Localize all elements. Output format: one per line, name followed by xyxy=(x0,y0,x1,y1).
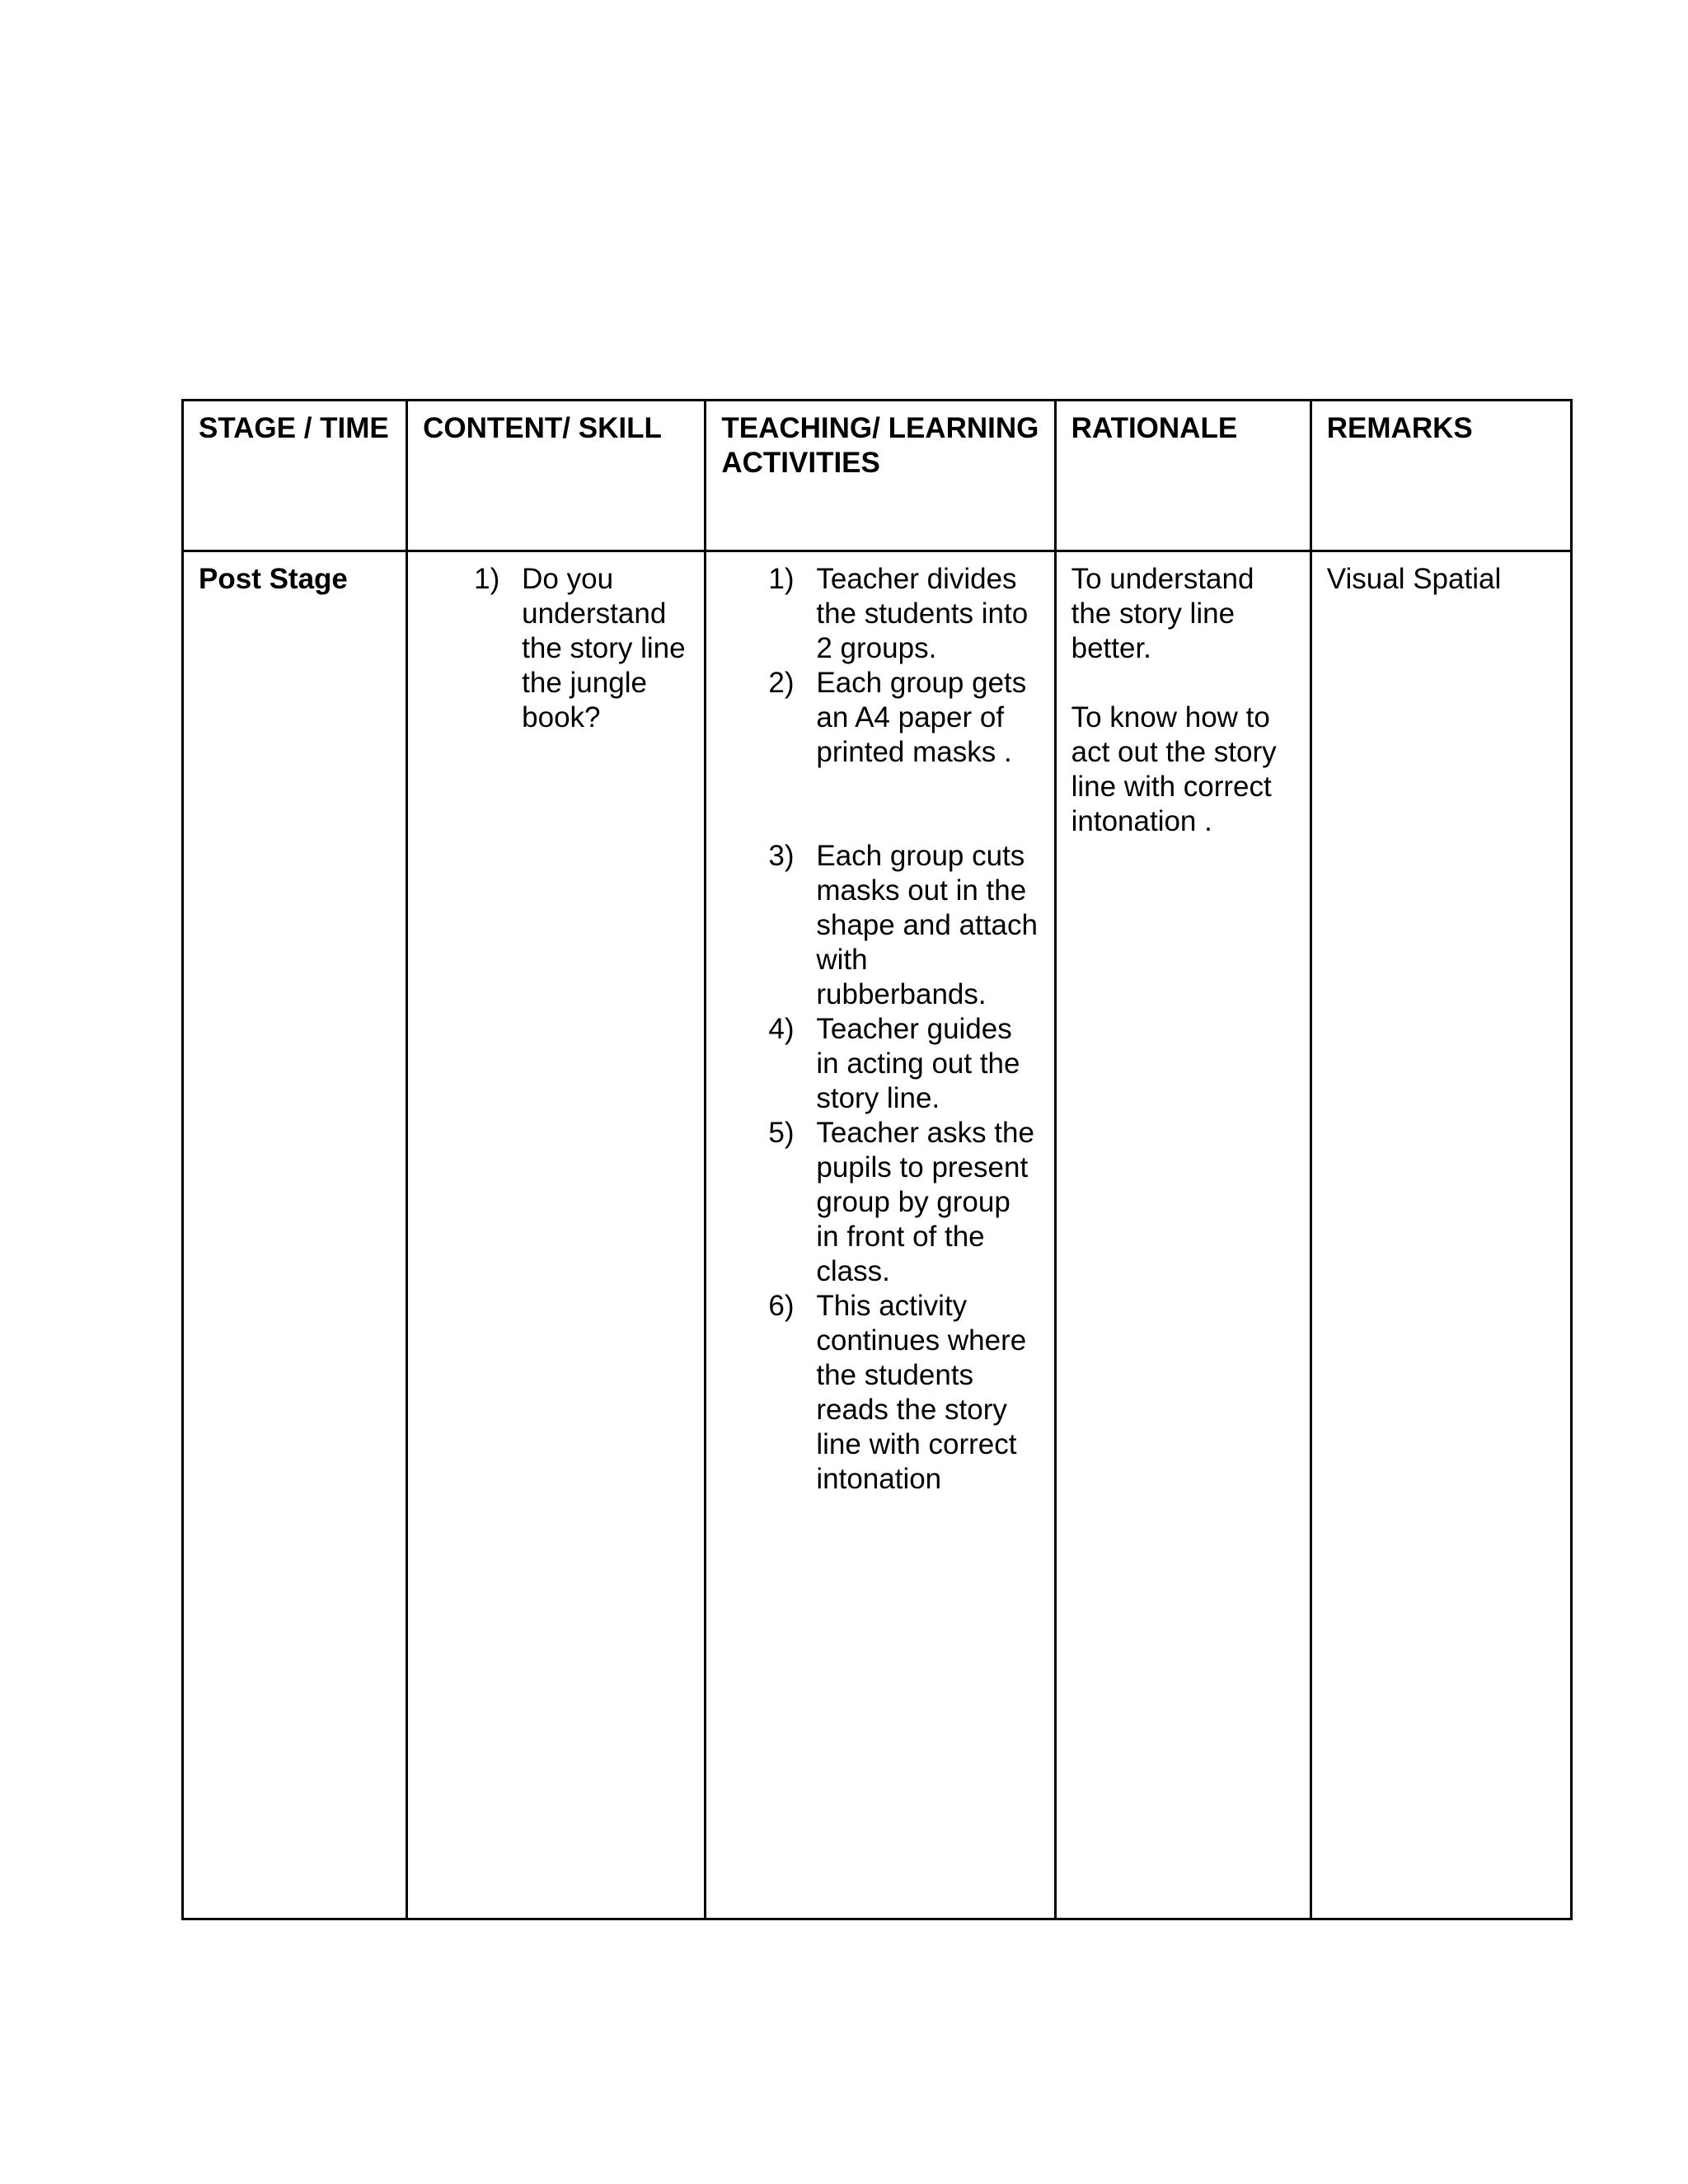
list-number: 2) xyxy=(768,667,795,699)
list-item xyxy=(721,1116,1039,1289)
rationale-text: To know how to act out the story line with correct intonation . xyxy=(1071,701,1277,837)
teaching-cell xyxy=(706,551,1055,1919)
list-item-text: Teacher guides in acting out the story line. xyxy=(816,1013,1020,1114)
lesson-plan-table xyxy=(181,399,1573,1920)
list-item-text: Teacher divides the students into 2 groups. xyxy=(816,563,1029,664)
list-item-text: Each group gets an A4 paper of printed masks . xyxy=(816,667,1027,768)
header-stage-time: STAGE / TIME xyxy=(183,401,407,551)
table-row xyxy=(183,551,1572,1919)
list-number: 1) xyxy=(474,563,500,595)
teaching-activities-list xyxy=(721,562,1039,1497)
list-item xyxy=(423,562,689,735)
header-row xyxy=(183,401,1572,551)
list-number: 1) xyxy=(768,563,795,595)
list-number: 3) xyxy=(768,840,795,872)
header-content-skill: CONTENT/ SKILL xyxy=(407,401,706,551)
list-item xyxy=(721,1289,1039,1497)
list-item xyxy=(721,666,1039,770)
list-number: 5) xyxy=(768,1117,795,1149)
list-item xyxy=(721,1012,1039,1116)
stage-cell xyxy=(183,551,407,1919)
rationale-text: To understand the story line better. xyxy=(1071,563,1254,664)
header-teaching-activities: TEACHING/ LEARNING ACTIVITIES xyxy=(706,401,1055,551)
header-remarks: REMARKS xyxy=(1311,401,1571,551)
remarks-text: Visual Spatial xyxy=(1326,563,1502,595)
list-item-text: Each group cuts masks out in the shape and attach with rubberbands. xyxy=(816,840,1038,1010)
list-item-text: Do you understand the story line the jungle book? xyxy=(522,563,686,733)
list-number: 4) xyxy=(768,1013,795,1045)
stage-label: Post Stage xyxy=(199,563,348,595)
list-item-text: Teacher asks the pupils to present group by group in front of the class. xyxy=(816,1117,1034,1287)
list-item-text: This activity continues where the students reads the story line with correct intonation xyxy=(816,1290,1027,1495)
rationale-cell xyxy=(1055,551,1311,1919)
list-item xyxy=(721,562,1039,666)
header-rationale: RATIONALE xyxy=(1055,401,1311,551)
remarks-cell xyxy=(1311,551,1571,1919)
list-item xyxy=(721,839,1039,1012)
list-number: 6) xyxy=(768,1290,795,1322)
content-cell xyxy=(407,551,706,1919)
content-list xyxy=(423,562,689,735)
